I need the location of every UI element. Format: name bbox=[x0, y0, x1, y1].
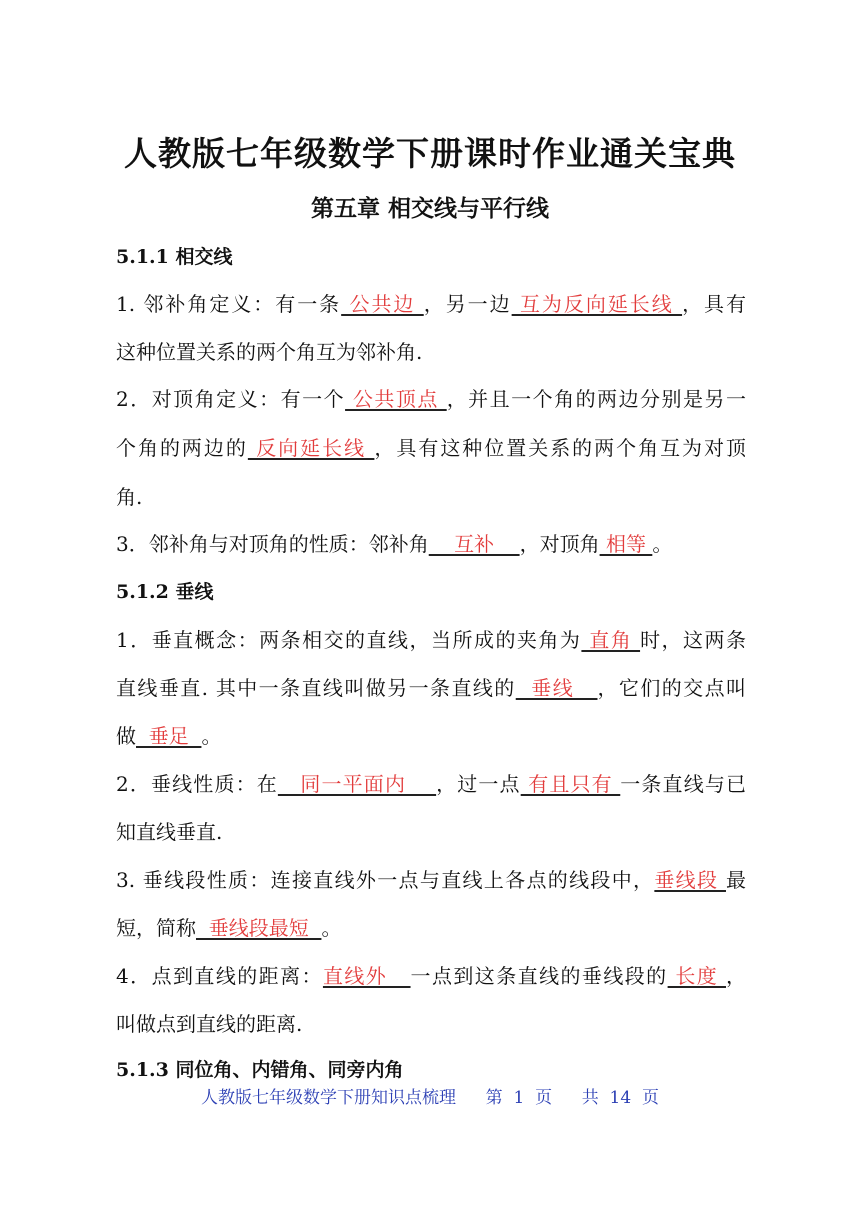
text: 时，这两条 bbox=[640, 628, 747, 652]
item-perpendicular-line2 bbox=[116, 672, 746, 701]
answer-blank: 长度 bbox=[667, 964, 727, 988]
text: 。 bbox=[201, 724, 222, 748]
answer-blank: 相等 bbox=[599, 532, 653, 556]
item-perpendicular-line3 bbox=[116, 720, 746, 749]
answer-blank: 垂足 bbox=[136, 724, 202, 748]
section-heading-5-1-3: 5.1.3 同位角、内错角、同旁内角 bbox=[116, 1059, 404, 1081]
text: 最 bbox=[725, 868, 746, 892]
page-footer bbox=[0, 1083, 860, 1108]
item-perpendicular-segment-line2 bbox=[116, 912, 746, 941]
text: 短，简称 bbox=[116, 916, 196, 940]
text: 。 bbox=[321, 916, 342, 940]
answer-blank: 互补 bbox=[428, 532, 520, 556]
answer-blank: 有且只有 bbox=[520, 772, 621, 796]
document-title: 人教版七年级数学下册课时作业通关宝典 bbox=[124, 134, 736, 173]
item-adjacent-supplementary-line1 bbox=[116, 288, 746, 317]
footer-title: 人教版七年级数学下册知识点梳理 bbox=[201, 1088, 457, 1108]
text: 3. 垂线段性质：连接直线外一点与直线上各点的线段中， bbox=[116, 868, 655, 892]
item-vertical-angles-line2 bbox=[116, 432, 746, 461]
text: 1. 邻补角定义：有一条 bbox=[116, 292, 342, 316]
text: 一条直线与已 bbox=[620, 772, 746, 796]
text: 直线垂直. 其中一条直线叫做另一条直线的 bbox=[116, 676, 516, 700]
text: ，具有这种位置关系的两个角互为对顶 bbox=[374, 436, 747, 460]
footer-page-number: 第 1 页 bbox=[485, 1088, 553, 1108]
answer-blank: 垂线 bbox=[515, 676, 598, 700]
answer-blank: 互为反向延长线 bbox=[511, 292, 683, 316]
answer-blank: 垂线段 bbox=[654, 868, 726, 892]
text: 。 bbox=[652, 532, 673, 556]
text: 2．对顶角定义：有一个 bbox=[116, 387, 346, 411]
answer-blank: 直角 bbox=[581, 628, 641, 652]
text: 一点到这条直线的垂线段的 bbox=[410, 964, 668, 988]
text: ， bbox=[726, 964, 747, 988]
item-vertical-angles-line1 bbox=[116, 383, 746, 412]
answer-blank: 垂线段最短 bbox=[196, 916, 322, 940]
item-vertical-angles-line3: 角. bbox=[116, 485, 143, 509]
section-heading-5-1-2: 5.1.2 垂线 bbox=[116, 581, 214, 603]
answer-blank: 反向延长线 bbox=[247, 436, 375, 460]
answer-blank: 同一平面内 bbox=[277, 772, 437, 796]
item-point-line-distance-line2: 叫做点到直线的距离. bbox=[116, 1012, 303, 1036]
text: 3．邻补角与对顶角的性质：邻补角 bbox=[116, 532, 429, 556]
text: 2．垂线性质：在 bbox=[116, 772, 278, 796]
item-point-line-distance-line1 bbox=[116, 960, 746, 989]
answer-blank: 公共边 bbox=[341, 292, 424, 316]
item-angle-properties bbox=[116, 528, 746, 557]
text: 个角的两边的 bbox=[116, 436, 248, 460]
answer-blank: 直线外 bbox=[322, 964, 411, 988]
text: ，并且一个角的两边分别是另一 bbox=[446, 387, 746, 411]
item-perpendicular-segment-line1 bbox=[116, 864, 746, 893]
text: ，过一点 bbox=[436, 772, 521, 796]
section-heading-5-1-1: 5.1.1 相交线 bbox=[116, 246, 233, 268]
text: ，对顶角 bbox=[519, 532, 600, 556]
footer-total-pages: 共 14 页 bbox=[581, 1088, 659, 1108]
item-adjacent-supplementary-line2: 这种位置关系的两个角互为邻补角. bbox=[116, 340, 423, 364]
text: ，它们的交点叫 bbox=[597, 676, 747, 700]
text: 4．点到直线的距离： bbox=[116, 964, 323, 988]
text: ，另一边 bbox=[423, 292, 512, 316]
item-perpendicular-property-line2: 知直线垂直. bbox=[116, 820, 223, 844]
answer-blank: 公共顶点 bbox=[345, 387, 447, 411]
text: 做 bbox=[116, 724, 136, 748]
text: ，具有 bbox=[682, 292, 747, 316]
item-perpendicular-line1 bbox=[116, 624, 746, 653]
text: 1．垂直概念：两条相交的直线，当所成的夹角为 bbox=[116, 628, 582, 652]
chapter-title: 第五章 相交线与平行线 bbox=[310, 195, 549, 222]
item-perpendicular-property-line1 bbox=[116, 768, 746, 797]
